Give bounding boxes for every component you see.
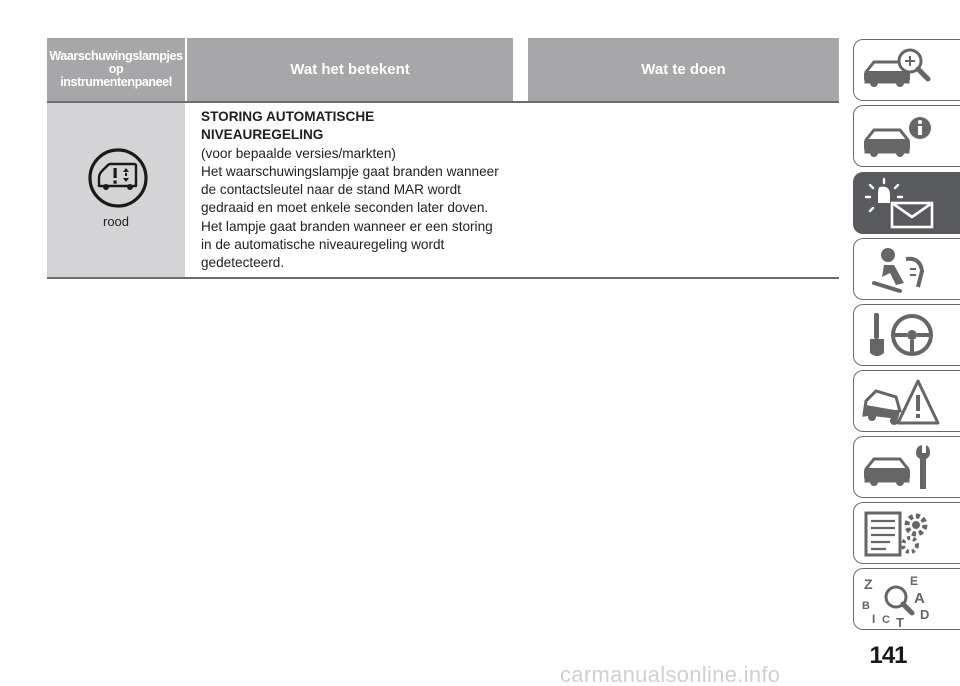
header-action: Wat te doen bbox=[528, 38, 839, 101]
svg-text:A: A bbox=[914, 590, 925, 607]
desc-line-4: gedraaid en moet enkele seconden later doven. bbox=[201, 200, 489, 216]
header-meaning: Wat het betekent bbox=[187, 38, 513, 101]
tab-specifications[interactable] bbox=[853, 502, 960, 564]
svg-text:B: B bbox=[862, 600, 870, 612]
lamp-color-label: rood bbox=[102, 214, 130, 229]
desc-line-2: Het waarschuwingslampje gaat branden wanneer bbox=[201, 163, 499, 179]
fault-title-line-2: NIVEAUREGELING bbox=[201, 127, 324, 143]
svg-text:D: D bbox=[920, 607, 930, 622]
warning-light-message-icon bbox=[860, 177, 944, 231]
fault-title-line-1: STORING AUTOMATISCHE bbox=[201, 109, 375, 124]
car-wrench-icon bbox=[860, 441, 944, 495]
watermark: carmanualsonline.info bbox=[560, 662, 781, 686]
key-steering-wheel-icon bbox=[860, 309, 944, 363]
tab-key-steering[interactable] bbox=[853, 304, 960, 366]
tab-alphabetical-index[interactable] bbox=[853, 568, 960, 630]
desc-line-5: Het lampje gaat branden wanneer er een storing bbox=[201, 218, 493, 234]
tab-seat-airbag[interactable] bbox=[853, 238, 960, 300]
svg-text:Z: Z bbox=[864, 576, 873, 592]
header-lamps-line-3: instrumentenpaneel bbox=[60, 75, 172, 89]
desc-line-7: gedetecteerd. bbox=[201, 255, 285, 271]
tab-car-search[interactable] bbox=[853, 39, 960, 101]
level-control-warning-icon bbox=[88, 148, 148, 208]
alphabet-index-search-icon bbox=[860, 573, 944, 627]
svg-text:T: T bbox=[896, 615, 904, 627]
seat-airbag-icon bbox=[860, 243, 944, 297]
spec-list-gears-icon bbox=[860, 507, 944, 561]
car-search-icon bbox=[860, 44, 944, 98]
svg-text:C: C bbox=[882, 614, 890, 626]
svg-text:I: I bbox=[872, 612, 876, 626]
header-lamps-line-1: Waarschuwingslampjes bbox=[49, 49, 183, 63]
header-lamps bbox=[47, 38, 185, 101]
car-info-icon bbox=[860, 110, 944, 164]
svg-text:E: E bbox=[910, 574, 919, 588]
tab-car-info[interactable] bbox=[853, 105, 960, 167]
page-number: 141 bbox=[869, 642, 907, 669]
desc-line-3: de contactsleutel naar de stand MAR wordt bbox=[201, 182, 461, 198]
header-lamps-line-2: op bbox=[108, 62, 124, 76]
car-accident-warning-icon bbox=[860, 375, 944, 429]
desc-line-1: (voor bepaalde versies/markten) bbox=[201, 145, 396, 161]
tab-car-maintenance[interactable] bbox=[853, 436, 960, 498]
table-bottom-divider bbox=[47, 277, 839, 279]
tab-warning-lights[interactable] bbox=[853, 172, 960, 234]
desc-line-6: in de automatische niveauregeling wordt bbox=[201, 237, 445, 253]
meaning-cell bbox=[201, 108, 521, 273]
tab-accident-warning[interactable] bbox=[853, 370, 960, 432]
